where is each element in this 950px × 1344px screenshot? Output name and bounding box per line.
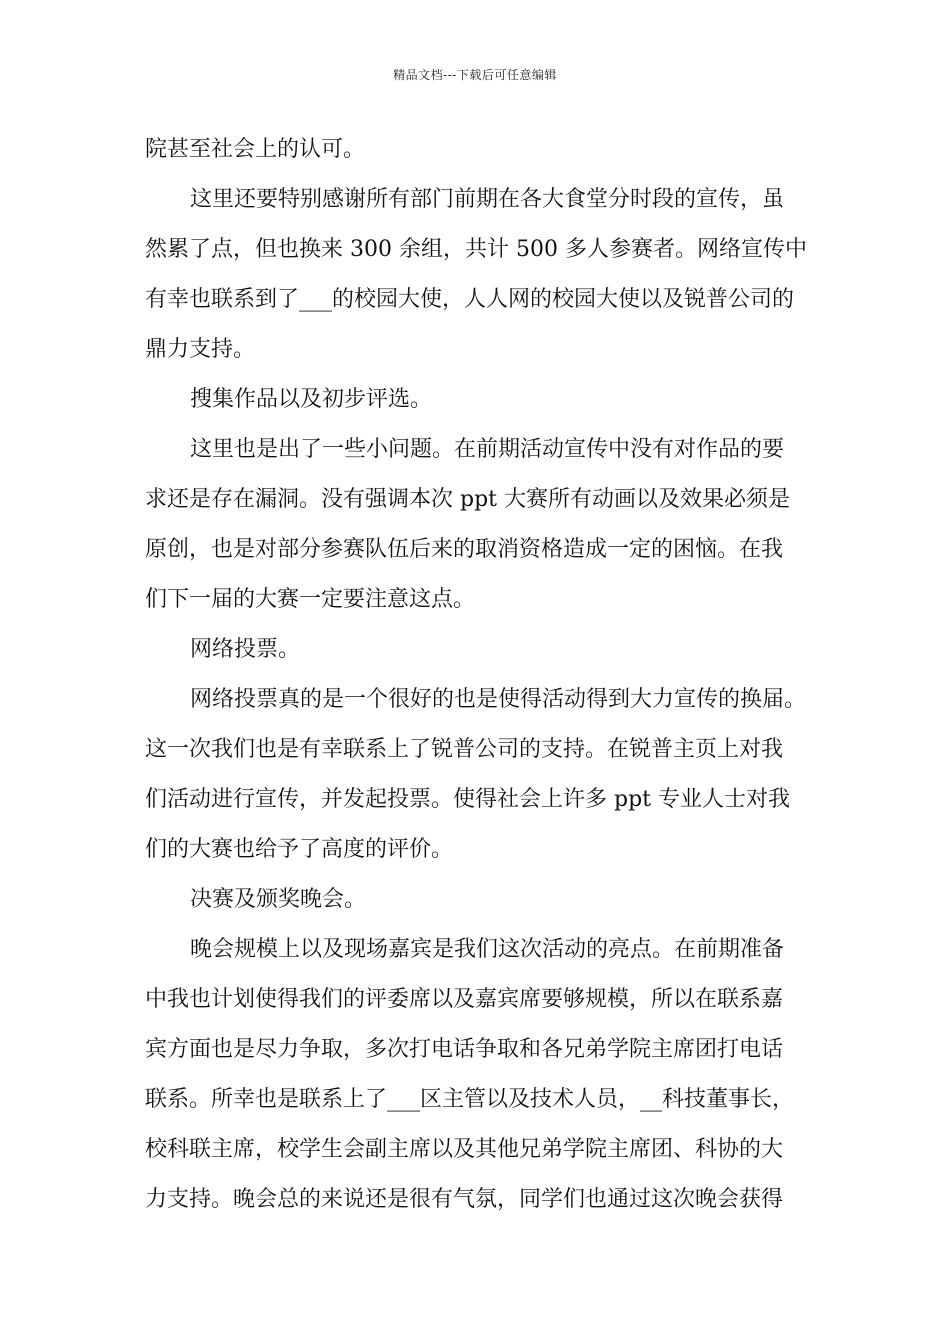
text-line: 们下一届的大赛一定要注意这点。: [145, 587, 476, 612]
text-line: 然累了点，但也换来 300 余组，共计 500 多人参赛者。网络宣传中: [145, 237, 807, 262]
section-heading: 网络投票。: [190, 637, 301, 662]
text-line: 网络投票真的是一个很好的也是使得活动得到大力宣传的换届。: [190, 687, 807, 712]
section-heading: 搜集作品以及初步评选。: [190, 387, 433, 412]
section-heading: 决赛及颁奖晚会。: [190, 887, 367, 912]
text-line: 们活动进行宣传，并发起投票。使得社会上许多 ppt 专业人士对我: [145, 787, 790, 812]
text-line: 校科联主席，校学生会副主席以及其他兄弟学院主席团、科协的大: [145, 1137, 784, 1162]
text-line: 联系。所幸也是联系上了___区主管以及技术人员，__科技董事长，: [145, 1087, 795, 1112]
text-line: 这里还要特别感谢所有部门前期在各大食堂分时段的宣传，虽: [190, 187, 785, 212]
text-line: 求还是存在漏洞。没有强调本次 ppt 大赛所有动画以及效果必须是: [145, 487, 790, 512]
text-line: 们的大赛也给予了高度的评价。: [145, 837, 454, 862]
text-line: 力支持。晚会总的来说还是很有气氛，同学们也通过这次晚会获得: [145, 1187, 784, 1212]
text-line: 有幸也联系到了___的校园大使，人人网的校园大使以及锐普公司的: [145, 287, 795, 312]
text-line: 原创，也是对部分参赛队伍后来的取消资格造成一定的困恼。在我: [145, 537, 784, 562]
text-line: 宾方面也是尽力争取，多次打电话争取和各兄弟学院主席团打电话: [145, 1037, 784, 1062]
text-line: 中我也计划使得我们的评委席以及嘉宾席要够规模，所以在联系嘉: [145, 987, 784, 1012]
text-line: 这一次我们也是有幸联系上了锐普公司的支持。在锐普主页上对我: [145, 737, 784, 762]
text-line: 鼎力支持。: [145, 337, 256, 362]
text-line: 这里也是出了一些小问题。在前期活动宣传中没有对作品的要: [190, 437, 785, 462]
text-line: 院甚至社会上的认可。: [145, 137, 366, 162]
text-line: 晚会规模上以及现场嘉宾是我们这次活动的亮点。在前期准备: [190, 937, 785, 962]
page-header: 精品文档---下载后可任意编辑: [393, 68, 557, 82]
